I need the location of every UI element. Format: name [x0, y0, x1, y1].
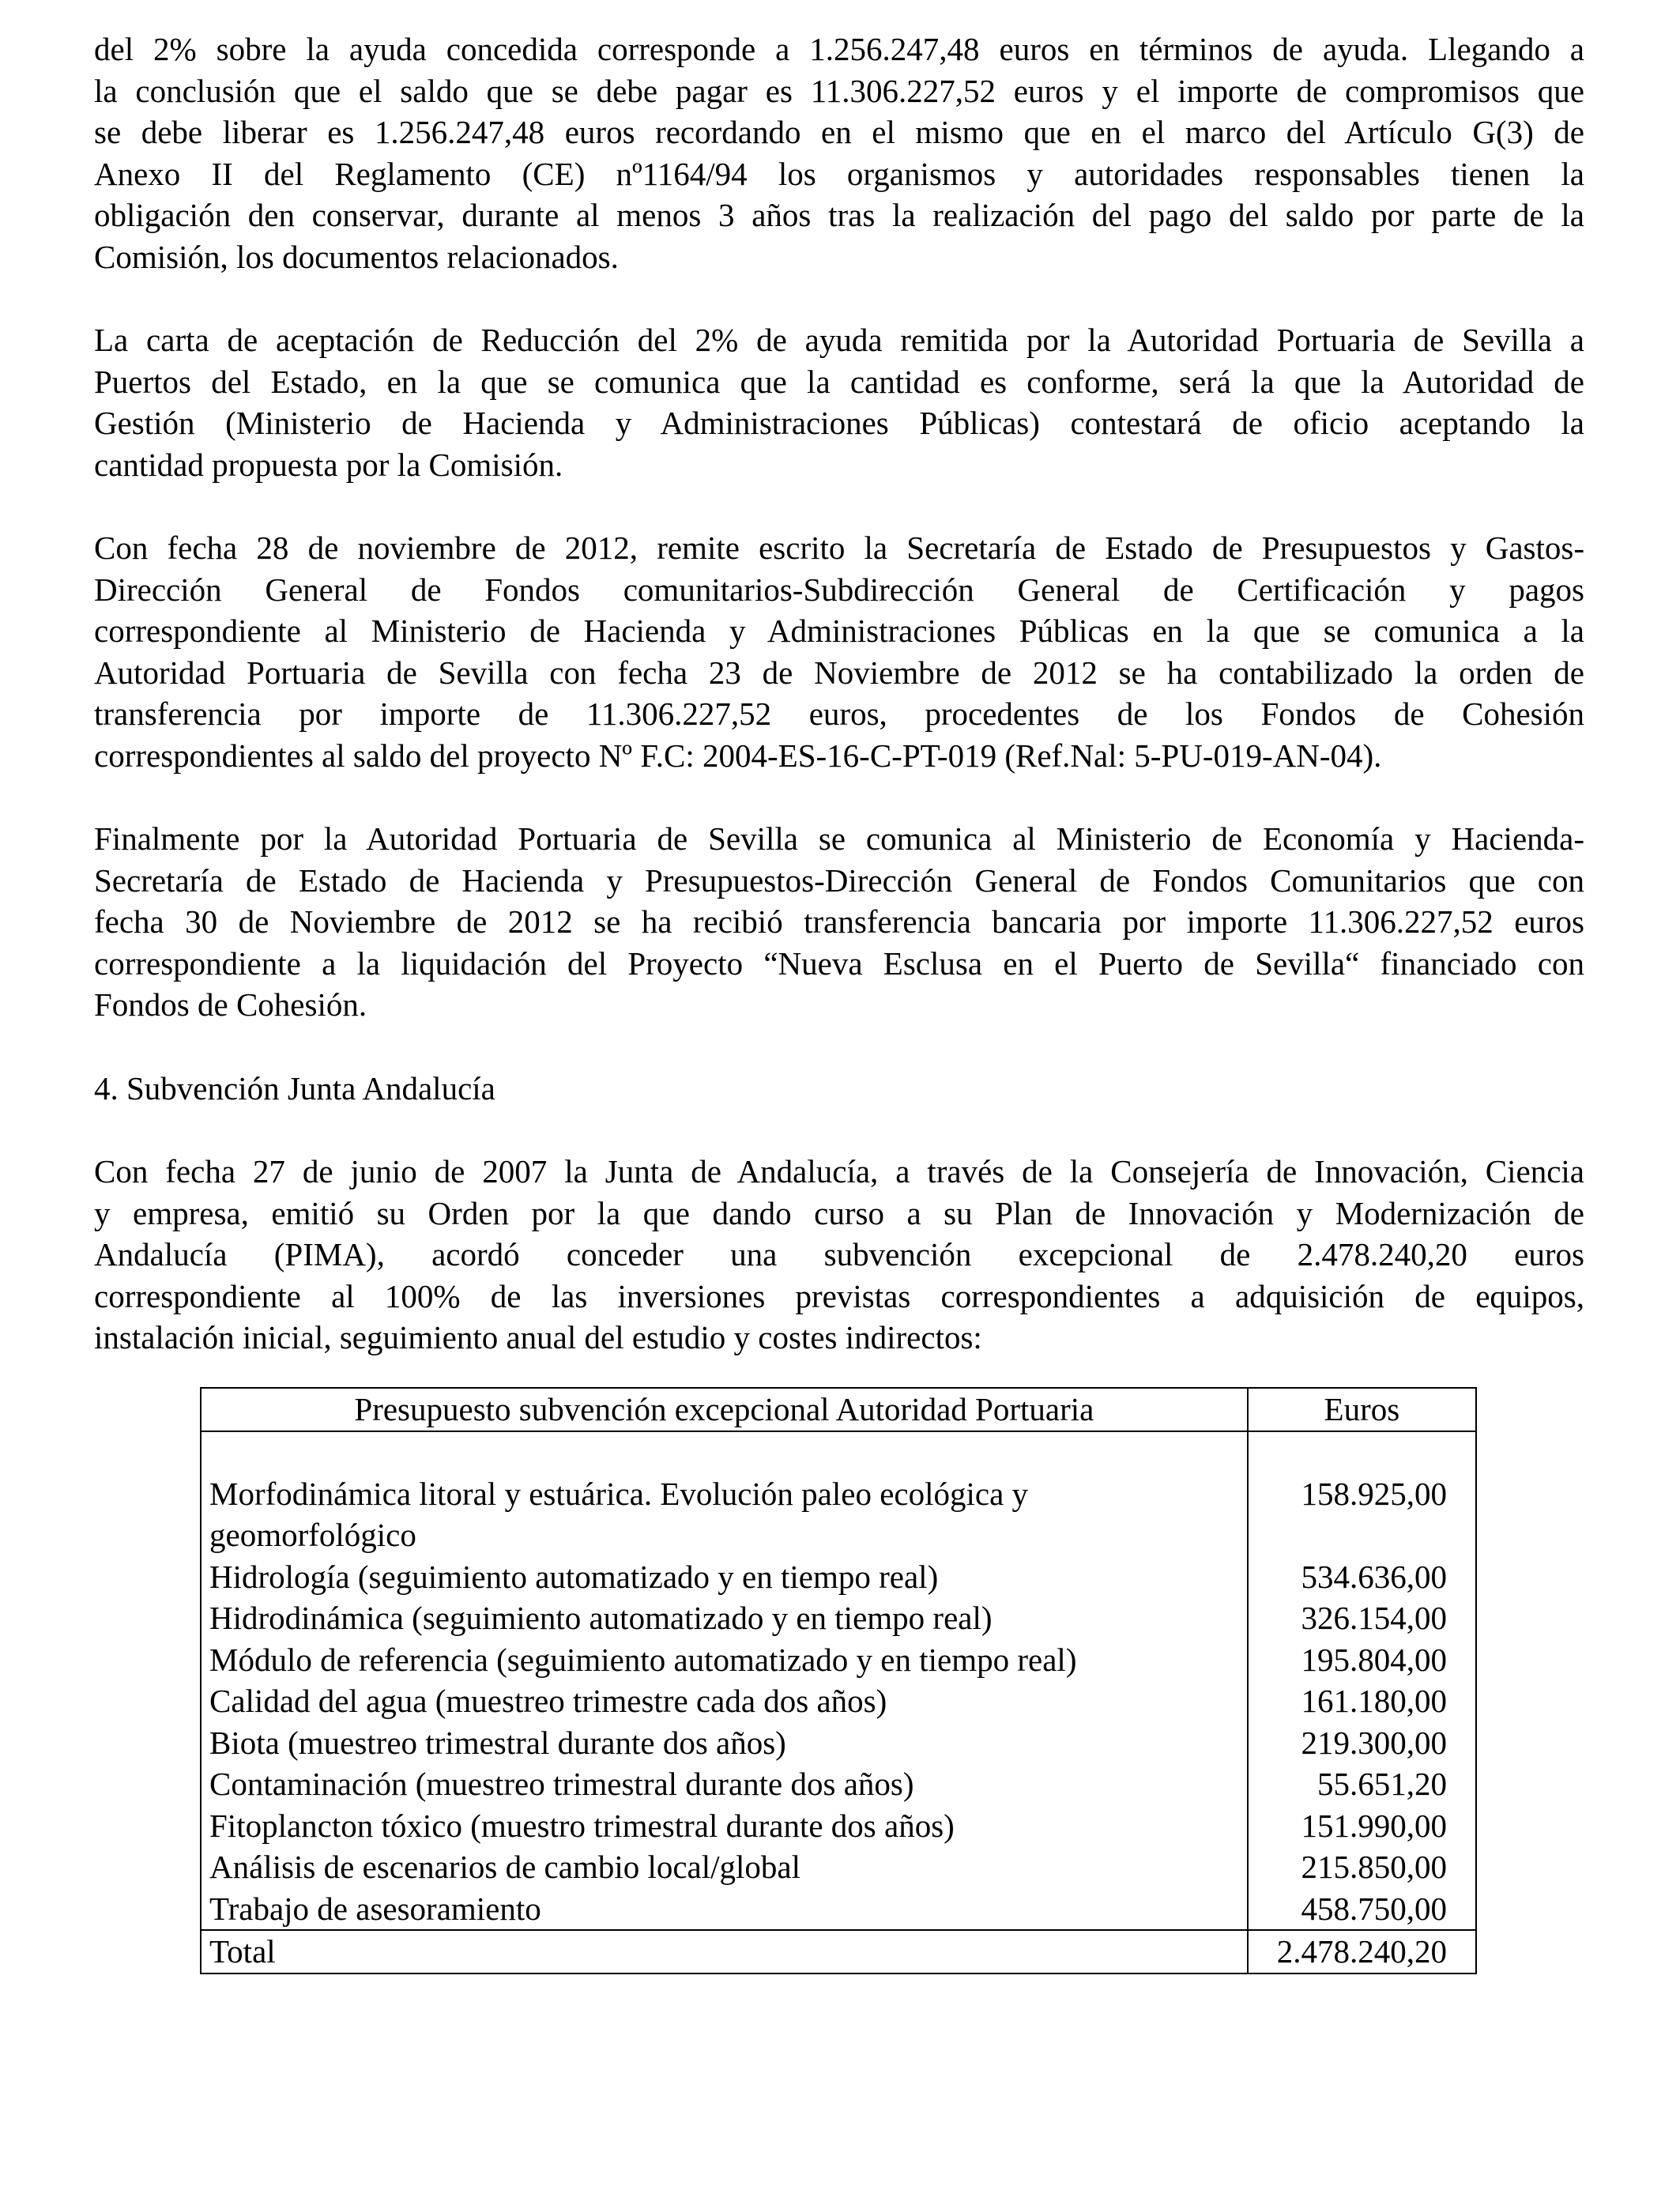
table-row [201, 1597, 1476, 1639]
document-page [94, 28, 1584, 1400]
paragraph-subvencion [94, 1151, 1584, 1359]
table-cell-euros: 161.180,00 [1248, 1680, 1476, 1722]
text-line: obligación den conservar, durante al menos 3 años tras la realización del pago del saldo por parte de la [94, 197, 1584, 233]
table-row [201, 1805, 1476, 1847]
text-line: y empresa, emitió su Orden por la que dando curso a su Plan de Innovación y Modernización de [94, 1194, 1584, 1231]
table-cell-concept: Fitoplancton tóxico (muestro trimestral durante dos años) [201, 1805, 1248, 1847]
text-line: Con fecha 27 de junio de 2007 la Junta de Andalucía, a través de la Consejería de Innovación, Ciencia [94, 1153, 1584, 1189]
table-row [201, 1639, 1476, 1681]
table-header-concept: Presupuesto subvención excepcional Autoridad Portuaria [201, 1388, 1248, 1431]
table-cell-euros: 195.804,00 [1248, 1639, 1476, 1681]
table-cell-concept: Trabajo de asesoramiento [201, 1888, 1248, 1931]
text-line: Autoridad Portuaria de Sevilla con fecha 23 de Noviembre de 2012 se ha contabilizado la orden de [94, 654, 1584, 691]
table-cell-euros: 534.636,00 [1248, 1556, 1476, 1598]
table-cell-euros: 215.850,00 [1248, 1846, 1476, 1888]
table-cell-concept [201, 1473, 1248, 1556]
table-cell-euros: 55.651,20 [1248, 1763, 1476, 1805]
table-header-euros: Euros [1248, 1388, 1476, 1431]
paragraph-saldo [94, 28, 1584, 277]
table-row [201, 1763, 1476, 1805]
paragraph-carta-aceptacion [94, 319, 1584, 485]
table-cell-concept: Calidad del agua (muestreo trimestre cada dos años) [201, 1680, 1248, 1722]
table-cell-concept: Módulo de referencia (seguimiento automatizado y en tiempo real) [201, 1639, 1248, 1681]
table-cell-euros: 219.300,00 [1248, 1722, 1476, 1764]
table-total-euros: 2.478.240,20 [1248, 1930, 1476, 1973]
table-cell-concept: Biota (muestreo trimestral durante dos años) [201, 1722, 1248, 1764]
table-total-row [201, 1930, 1476, 1973]
table-cell-concept: Hidrología (seguimiento automatizado y en tiempo real) [201, 1556, 1248, 1598]
table-row [201, 1888, 1476, 1931]
section-heading: 4. Subvención Junta Andalucía [94, 1069, 495, 1106]
table-row [201, 1722, 1476, 1764]
text-line: fecha 30 de Noviembre de 2012 se ha recibió transferencia bancaria por importe 11.306.227,52 euros [94, 903, 1584, 940]
table-row [201, 1680, 1476, 1722]
table-cell-euros: 151.990,00 [1248, 1805, 1476, 1847]
table-total-label: Total [201, 1930, 1248, 1973]
table-row [201, 1556, 1476, 1598]
text-line: la conclusión que el saldo que se debe pagar es 11.306.227,52 euros y el importe de compromisos que [94, 72, 1584, 109]
text-line: Fondos de Cohesión. [94, 986, 367, 1023]
text-line: cantidad propuesta por la Comisión. [94, 446, 563, 483]
budget-table [200, 1387, 1477, 1974]
text-line: Gestión (Ministerio de Hacienda y Administraciones Públicas) contestará de oficio aceptando la [94, 405, 1584, 441]
table-cell-euros: 158.925,00 [1248, 1473, 1476, 1556]
text-line: Dirección General de Fondos comunitarios-Subdirección General de Certificación y pagos [94, 571, 1584, 608]
text-line: transferencia por importe de 11.306.227,52 euros, procedentes de los Fondos de Cohesión [94, 696, 1584, 732]
text-line: Secretaría de Estado de Hacienda y Presupuestos-Dirección General de Fondos Comunitarios que con [94, 861, 1584, 899]
text-line: del 2% sobre la ayuda concedida corresponde a 1.256.247,48 euros en términos de ayuda. Llegando a [94, 31, 1584, 67]
text-line: Andalucía (PIMA), acordó conceder una subvención excepcional de 2.478.240,20 euros [94, 1236, 1584, 1272]
text-line: Comisión, los documentos relacionados. [94, 238, 619, 275]
text-line: La carta de aceptación de Reducción del 2% de ayuda remitida por la Autoridad Portuaria de Sevilla a [94, 322, 1584, 358]
paragraph-transferencia [94, 818, 1584, 1026]
table-header-row [201, 1388, 1476, 1431]
table-spacer-row [201, 1431, 1476, 1473]
text-line: instalación inicial, seguimiento anual del estudio y costes indirectos: [94, 1319, 982, 1355]
text-line: correspondiente al 100% de las inversiones previstas correspondientes a adquisición de equipos, [94, 1277, 1584, 1314]
table-row [201, 1846, 1476, 1888]
table-cell-concept: Hidrodinámica (seguimiento automatizado y en tiempo real) [201, 1597, 1248, 1639]
text-line: Finalmente por la Autoridad Portuaria de Sevilla se comunica al Ministerio de Economía y Hacienda- [94, 820, 1584, 857]
table-cell-euros: 458.750,00 [1248, 1888, 1476, 1931]
text-line: Con fecha 28 de noviembre de 2012, remite escrito la Secretaría de Estado de Presupuestos y Gastos- [94, 530, 1584, 566]
table-cell-concept: Contaminación (muestreo trimestral durante dos años) [201, 1763, 1248, 1805]
table-cell-concept: Análisis de escenarios de cambio local/global [201, 1846, 1248, 1888]
text-line: correspondiente a la liquidación del Proyecto “Nueva Esclusa en el Puerto de Sevilla“ financiado con [94, 944, 1584, 982]
text-line: Puertos del Estado, en la que se comunica que la cantidad es conforme, será la que la Autoridad de [94, 363, 1584, 400]
concept-text: Morfodinámica litoral y estuárica. Evolución paleo ecológica y [209, 1475, 1029, 1512]
text-line: correspondientes al saldo del proyecto Nº F.C: 2004-ES-16-C-PT-019 (Ref.Nal: 5-PU-019-AN-04). [94, 737, 1382, 774]
text-line: correspondiente al Ministerio de Hacienda y Administraciones Públicas en la que se comunica a la [94, 613, 1584, 649]
table-row [201, 1473, 1476, 1556]
table-cell-euros: 326.154,00 [1248, 1597, 1476, 1639]
text-line: se debe liberar es 1.256.247,48 euros recordando en el mismo que en el marco del Artículo G(3) de [94, 114, 1584, 150]
paragraph-escrito-secretaria [94, 527, 1584, 776]
concept-text-cont: geomorfológico [209, 1517, 416, 1553]
text-line: Anexo II del Reglamento (CE) nº1164/94 los organismos y autoridades responsables tienen la [94, 155, 1584, 192]
